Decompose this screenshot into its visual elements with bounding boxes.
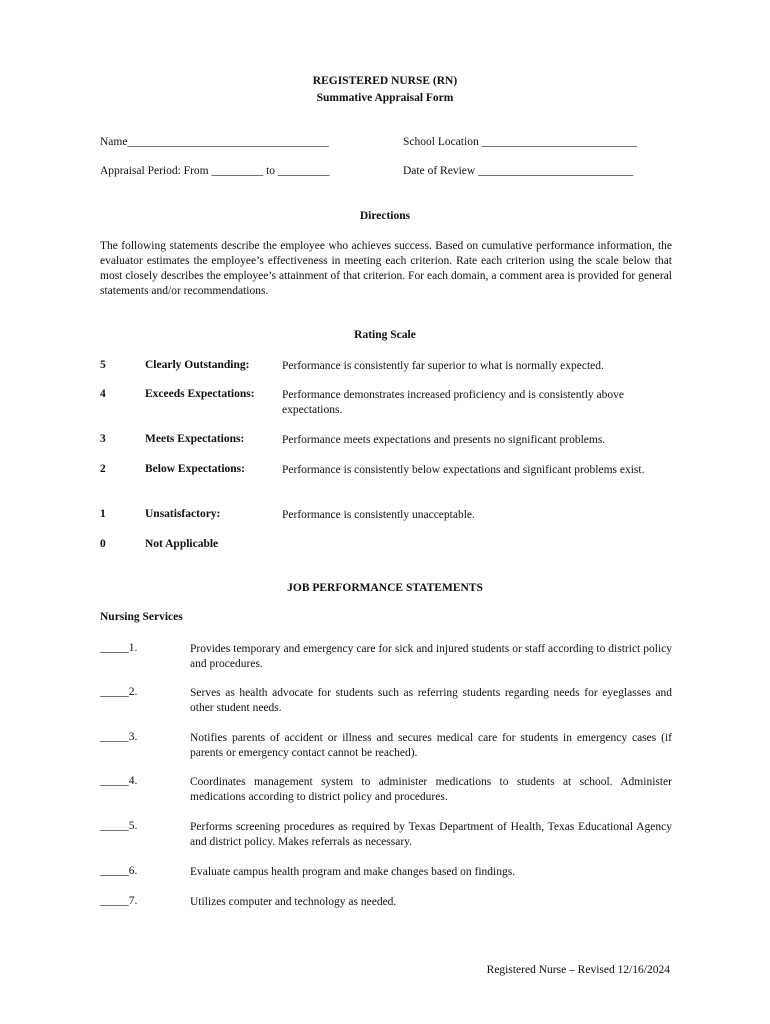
rating-blank[interactable]: _____3. [100, 731, 138, 743]
rating-label: Not Applicable [145, 538, 219, 550]
rating-description: Performance demonstrates increased proficiency and is consistently above expectations. [282, 389, 625, 416]
statement-text: Evaluate campus health program and make changes based on findings. [190, 866, 516, 878]
rating-description: Performance is consistently below expectations and significant problems exist. [282, 464, 645, 476]
appraisal-period-field[interactable]: Appraisal Period: From _________ to _________ [100, 165, 330, 177]
rating-label: Unsatisfactory: [145, 508, 221, 520]
rating-label: Clearly Outstanding: [145, 359, 250, 371]
statement-text: Coordinates management system to administer medications to students at school. Administer medications according to district policy and procedures. [190, 776, 672, 803]
rating-blank[interactable]: _____5. [100, 820, 138, 832]
rating-scale-heading: Rating Scale [354, 329, 416, 341]
form-title: REGISTERED NURSE (RN) [312, 75, 458, 87]
rating-score: 2 [100, 463, 106, 475]
rating-label: Below Expectations: [145, 463, 245, 475]
rating-blank[interactable]: _____4. [100, 775, 138, 787]
rating-score: 5 [100, 359, 106, 371]
statement-text: Performs screening procedures as required by Texas Department of Health, Texas Educational Agency and district policy. Makes referrals as necessary. [190, 821, 672, 848]
rating-score: 3 [100, 433, 106, 445]
rating-label: Exceeds Expectations: [145, 388, 255, 400]
rating-description: Performance meets expectations and presents no significant problems. [282, 434, 606, 446]
form-subtitle: Summative Appraisal Form [316, 92, 454, 104]
rating-score: 1 [100, 508, 106, 520]
rating-score: 0 [100, 538, 106, 550]
footer-revision: Registered Nurse – Revised 12/16/2024 [486, 964, 670, 976]
rating-description: Performance is consistently unacceptable. [282, 509, 475, 521]
statement-text: Serves as health advocate for students such as referring students regarding needs for eyeglasses and other student needs. [190, 687, 672, 714]
rating-label: Meets Expectations: [145, 433, 245, 445]
rating-blank[interactable]: _____1. [100, 642, 138, 654]
rating-blank[interactable]: _____2. [100, 686, 138, 698]
directions-text: The following statements describe the employee who achieves success. Based on cumulative performance information, the evaluator estimates the employee’s effectiveness in meeting each criterion. Rate each criterion using the scale below that most closely describes the employee’s attainment of that criterion. For each domain, a comment area is provided for general statements and/or recommendations. [100, 240, 672, 297]
rating-score: 4 [100, 388, 106, 400]
statement-text: Notifies parents of accident or illness and secures medical care for students in emergency cases (if parents or emergency contact cannot be reached). [190, 732, 672, 759]
school-location-field[interactable]: School Location ___________________________ [403, 136, 637, 148]
date-of-review-field[interactable]: Date of Review ___________________________ [403, 165, 634, 177]
statement-text: Utilizes computer and technology as needed. [190, 896, 397, 908]
job-performance-heading: JOB PERFORMANCE STATEMENTS [287, 582, 483, 594]
statement-text: Provides temporary and emergency care for sick and injured students or staff according to district policy and procedures. [190, 643, 672, 670]
name-field[interactable]: Name___________________________________ [100, 136, 329, 148]
rating-description: Performance is consistently far superior to what is normally expected. [282, 360, 604, 372]
rating-blank[interactable]: _____7. [100, 895, 138, 907]
domain-heading: Nursing Services [100, 611, 183, 623]
directions-heading: Directions [359, 210, 411, 222]
rating-blank[interactable]: _____6. [100, 865, 138, 877]
